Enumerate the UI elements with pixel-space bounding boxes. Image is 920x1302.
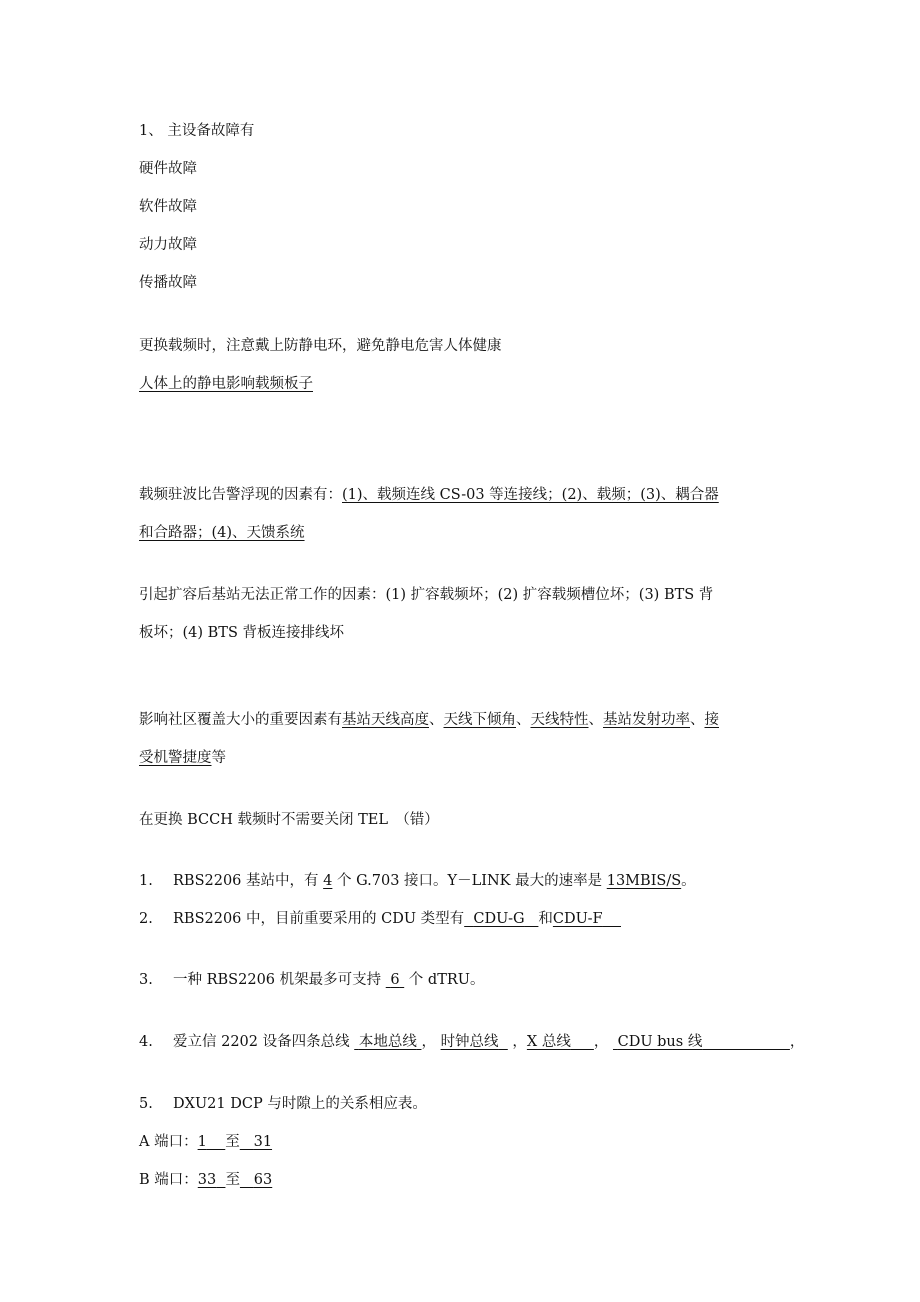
coverage-answer-tx-power: 基站发射功率 <box>603 712 690 728</box>
port-b-label: B 端口： <box>139 1172 198 1188</box>
answer-ylink-rate: 13MBIS/S <box>606 873 682 889</box>
question-number: 1. <box>139 873 153 889</box>
question-text: 。 <box>681 873 696 889</box>
answer-text: 6 <box>390 972 400 988</box>
answer-cdu-f <box>553 911 621 927</box>
answer-text: 63 <box>253 1172 273 1188</box>
answer-g703-count: 4 <box>323 873 333 889</box>
answer-x-bus <box>527 1034 594 1050</box>
fault-item-transmission: 传播故障 <box>139 275 197 291</box>
port-b-row <box>139 1170 272 1190</box>
answer-text: 本地总线 <box>358 1034 417 1050</box>
section1-title: 1、 主设备故障有 <box>139 123 255 139</box>
coverage-answer-receiver-part2: 受机警捷度 <box>139 750 212 766</box>
answer-text: CDU-F <box>552 911 603 927</box>
antistatic-answer: 人体上的静电影响载频板子 <box>139 376 313 392</box>
coverage-answer-antenna-characteristics: 天线特性 <box>530 712 589 728</box>
question-number: 4. <box>139 1034 153 1050</box>
expansion-line2: 板坏；(4) BTS 背板连接排线坏 <box>139 625 345 641</box>
question-number: 5. <box>139 1096 153 1112</box>
answer-text: 时钟总线 <box>440 1034 499 1050</box>
port-b-to <box>240 1172 272 1188</box>
port-b-to-label: 至 <box>225 1172 240 1188</box>
port-a-to-label: 至 <box>225 1134 240 1150</box>
question-text: 个 G.703 接口。Y－LINK 最大的速率是 <box>332 873 607 889</box>
fault-item-power: 动力故障 <box>139 237 197 253</box>
coverage-prefix: 影响社区覆盖大小的重要因素有 <box>139 712 342 728</box>
coverage-line1 <box>139 710 719 730</box>
port-a-from <box>198 1134 226 1150</box>
coverage-sep: 、 <box>588 712 603 728</box>
question-text: DXU21 DCP 与时隙上的关系相应表。 <box>173 1096 427 1112</box>
coverage-answer-downtilt: 天线下倾角 <box>443 712 516 728</box>
vswr-line1 <box>139 485 719 505</box>
question-number: 3. <box>139 972 153 988</box>
port-a-to <box>240 1134 272 1150</box>
port-a-label: A 端口： <box>139 1134 198 1150</box>
answer-clock-bus <box>441 1034 508 1050</box>
question-text: 和 <box>538 911 553 927</box>
coverage-sep: 、 <box>690 712 705 728</box>
answer-text: 1 <box>197 1134 207 1150</box>
port-a-row <box>139 1132 272 1152</box>
answer-text: CDU bus 线 <box>617 1034 703 1050</box>
question-number: 2. <box>139 911 153 927</box>
question-4 <box>139 1032 804 1052</box>
fault-item-hardware: 硬件故障 <box>139 161 197 177</box>
answer-text: X 总线 <box>526 1034 571 1050</box>
question-text: ， <box>593 1034 613 1050</box>
answer-text: 31 <box>253 1134 273 1150</box>
vswr-answer-part1: (1)、载频连线 CS-03 等连接线；(2)、载频；(3)、耦合器 <box>342 487 719 503</box>
question-text: ， <box>789 1034 805 1050</box>
question-text: ， <box>507 1034 527 1050</box>
answer-dtru-count <box>386 972 404 988</box>
antistatic-note: 更换载频时，注意戴上防静电环，避免静电危害人体健康 <box>139 338 502 354</box>
coverage-answer-receiver-part1: 接 <box>704 712 719 728</box>
coverage-answer-antenna-height: 基站天线高度 <box>342 712 429 728</box>
vswr-answer-part2: 和合路器；(4)、天馈系统 <box>139 525 305 541</box>
coverage-suffix: 等 <box>211 750 226 766</box>
question-3 <box>139 970 485 990</box>
coverage-sep: 、 <box>516 712 531 728</box>
port-b-from <box>198 1172 226 1188</box>
answer-text: 33 <box>197 1172 217 1188</box>
answer-text: CDU-G <box>473 911 525 927</box>
question-text: 爱立信 2202 设备四条总线 <box>173 1034 355 1050</box>
answer-cdu-g <box>464 911 538 927</box>
vswr-prefix: 载频驻波比告警浮现的因素有： <box>139 487 342 503</box>
question-text: ， <box>421 1034 441 1050</box>
coverage-sep: 、 <box>429 712 444 728</box>
expansion-line1: 引起扩容后基站无法正常工作的因素：(1) 扩容载频坏；(2) 扩容载频槽位坏；(3) BTS 背 <box>139 587 714 603</box>
question-1 <box>139 871 696 891</box>
fault-item-software: 软件故障 <box>139 199 197 215</box>
question-text: 个 dTRU。 <box>404 972 485 988</box>
answer-cdu-bus <box>613 1034 790 1050</box>
bcch-statement: 在更换 BCCH 载频时不需要关闭 TEL （错） <box>139 812 439 828</box>
question-2 <box>139 909 621 929</box>
question-text: RBS2206 基站中，有 <box>173 873 324 889</box>
answer-local-bus <box>354 1034 421 1050</box>
question-text: RBS2206 中，目前重要采用的 CDU 类型有 <box>173 911 465 927</box>
coverage-line2 <box>139 748 226 768</box>
question-text: 一种 RBS2206 机架最多可支持 <box>173 972 386 988</box>
question-5 <box>139 1094 427 1114</box>
